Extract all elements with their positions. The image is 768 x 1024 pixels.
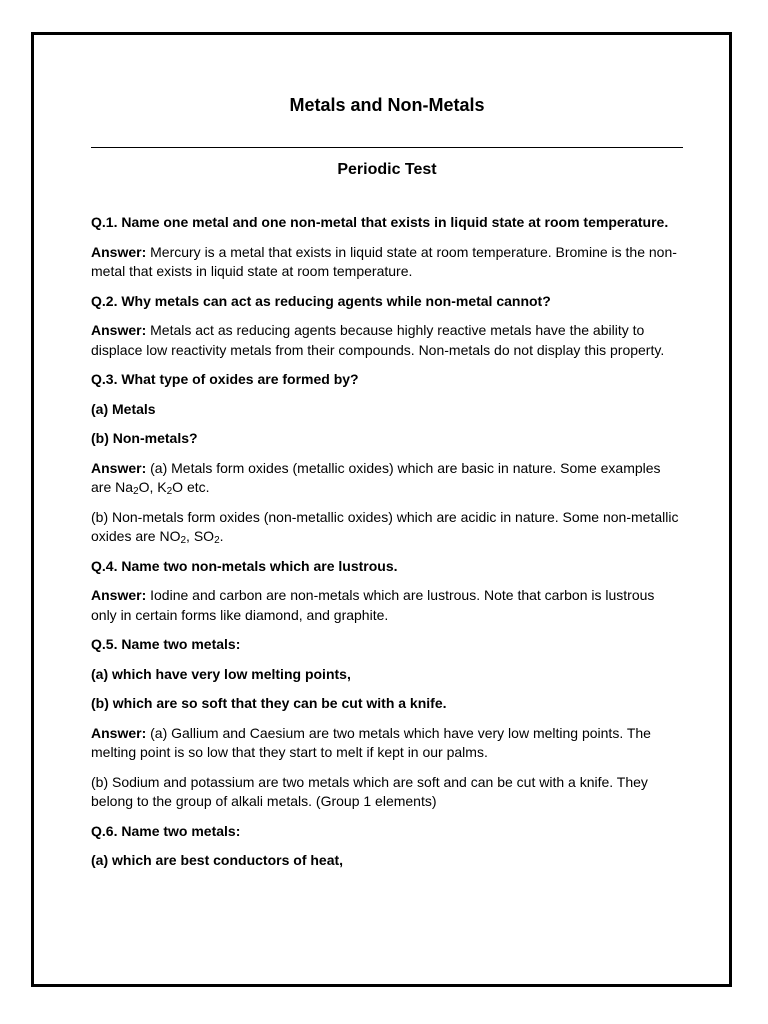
question-4: Q.4. Name two non-metals which are lustrous. [91, 557, 398, 574]
answer-3a-text: (a) Metals form oxides (metallic oxides) which are basic in nature. Some examples are Na [91, 459, 661, 495]
page-frame [31, 32, 732, 987]
question-3-part-a: (a) Metals [91, 400, 156, 417]
subscript: 2 [180, 535, 187, 546]
answer-3-part-a [91, 459, 683, 498]
subscript: 2 [133, 486, 139, 497]
answer-2 [91, 321, 683, 360]
answer-1-text: Mercury is a metal that exists in liquid state at room temperature. Bromine is the non-metal that exists in liquid state at room temperature. [91, 243, 677, 279]
answer-5a-text: (a) Gallium and Caesium are two metals which have very low melting points. The melting point is so low that they start to melt if kept in our palms. [91, 724, 651, 760]
answer-5-part-b: (b) Sodium and potassium are two metals which are soft and can be cut with a knife. They belong to the group of alkali metals. (Group 1 elements) [91, 773, 648, 809]
answer-3b-text: (b) Non-metals form oxides (non-metallic oxides) which are acidic in nature. Some non-metallic oxides are NO [91, 508, 679, 544]
document-subtitle: Periodic Test [337, 161, 437, 178]
question-3-part-b: (b) Non-metals? [91, 430, 198, 446]
answer-3a-mid: O, K [138, 479, 167, 495]
subscript: 2 [214, 535, 220, 546]
answer-2-text: Metals act as reducing agents because highly reactive metals have the ability to displace low reactivity metals from their compounds. Non-metals do not display this property. [91, 322, 665, 358]
question-6: Q.6. Name two metals: [91, 822, 241, 839]
document-title: Metals and Non-Metals [289, 95, 485, 115]
answer-5-part-a [91, 724, 683, 763]
answer-4-text: Iodine and carbon are non-metals which are lustrous. Note that carbon is lustrous only in certain forms like diamond, and graphite. [91, 587, 655, 623]
answer-3a-end: O etc. [172, 479, 210, 495]
question-6-part-a: (a) which are best conductors of heat, [91, 852, 344, 868]
title-divider [91, 147, 683, 148]
answer-3-part-b [91, 508, 683, 547]
question-5: Q.5. Name two metals: [91, 636, 241, 652]
subscript: 2 [166, 486, 173, 497]
answer-3b-end: . [219, 528, 224, 544]
question-2: Q.2. Why metals can act as reducing agents while non-metal cannot? [91, 292, 551, 309]
answer-label: Answer: [91, 243, 147, 260]
answer-label: Answer: [91, 587, 147, 603]
question-5-part-a: (a) which have very low melting points, [91, 665, 351, 682]
question-5-part-b: (b) which are so soft that they can be cut with a knife. [91, 695, 447, 711]
answer-1 [91, 243, 683, 282]
answer-label: Answer: [91, 459, 147, 476]
answer-label: Answer: [91, 724, 147, 741]
question-3: Q.3. What type of oxides are formed by? [91, 371, 359, 387]
answer-label: Answer: [91, 322, 147, 338]
question-answer-list [91, 213, 683, 881]
answer-3b-mid: , SO [186, 528, 215, 544]
question-1: Q.1. Name one metal and one non-metal that exists in liquid state at room temperature. [91, 214, 669, 230]
answer-4 [91, 586, 683, 625]
